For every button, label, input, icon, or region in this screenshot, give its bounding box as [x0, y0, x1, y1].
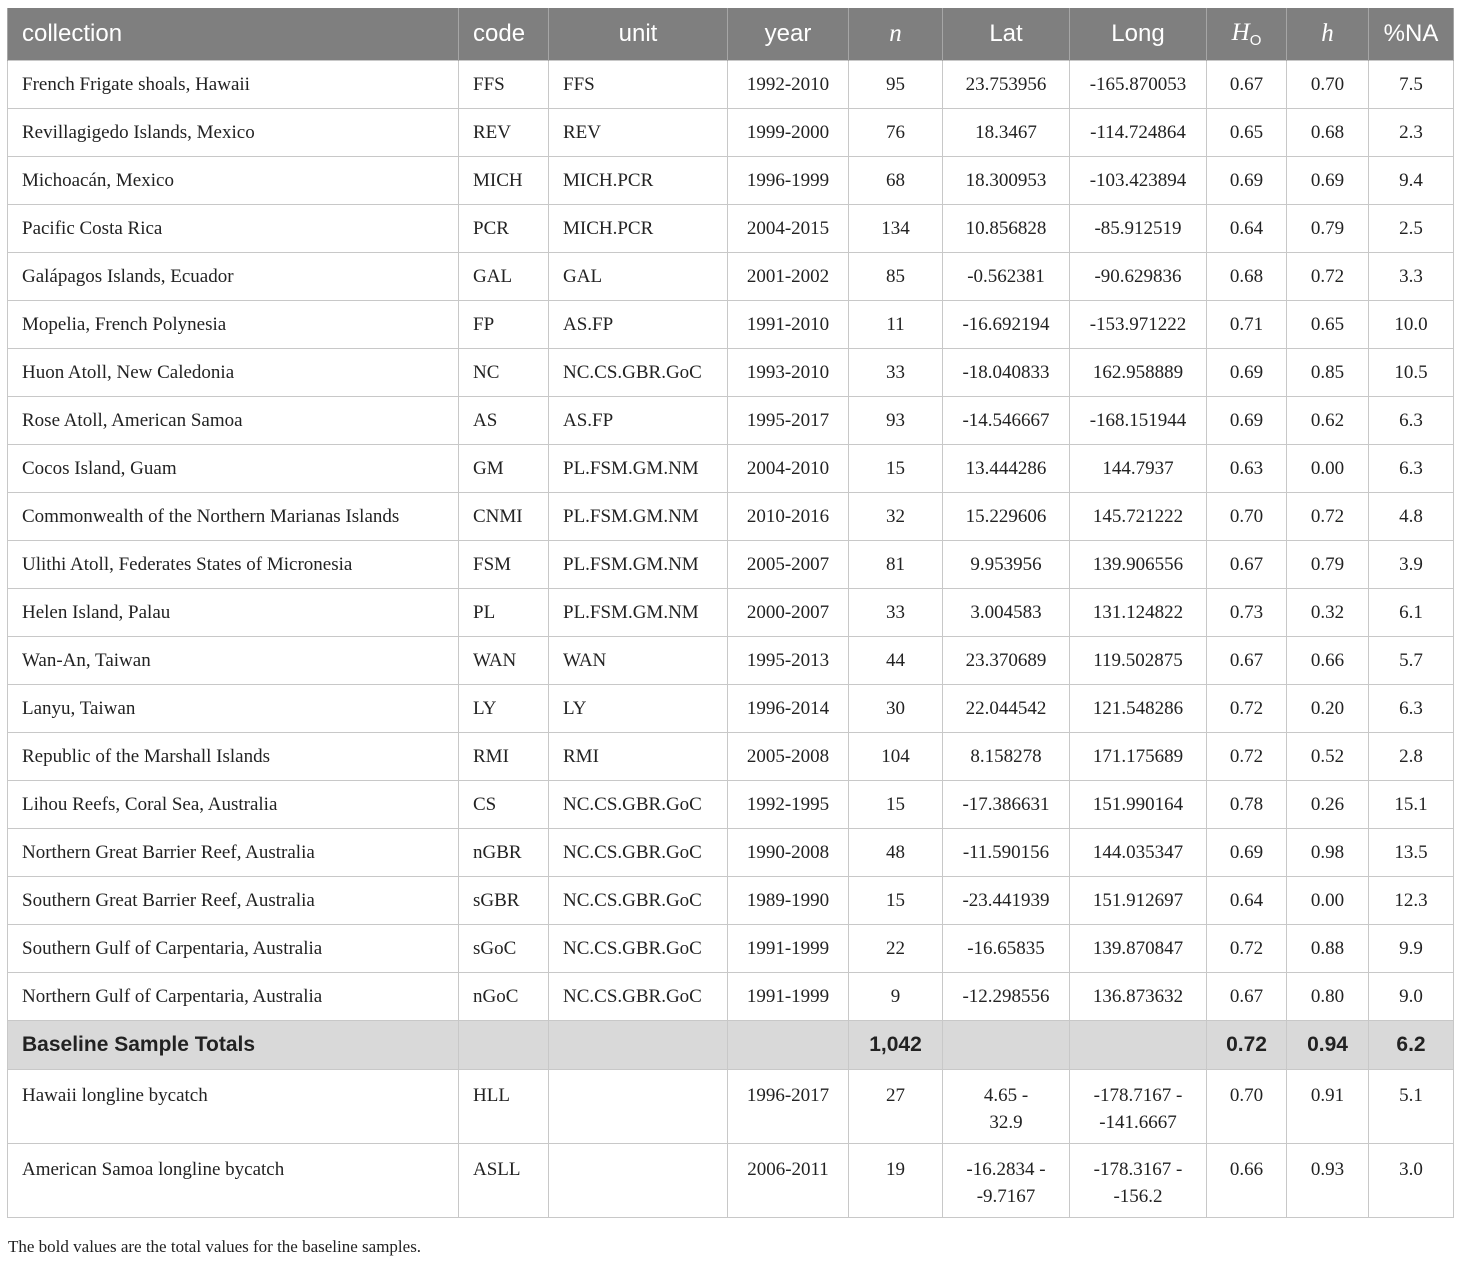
cell-lat: -16.692194: [943, 301, 1070, 349]
cell-na: 7.5: [1369, 61, 1454, 109]
cell-n: 15: [849, 781, 943, 829]
cell-collection: French Frigate shoals, Hawaii: [8, 61, 459, 109]
n-symbol: n: [889, 20, 902, 47]
cell-collection: Northern Great Barrier Reef, Australia: [8, 829, 459, 877]
cell-na: 2.5: [1369, 205, 1454, 253]
table-row: [8, 637, 1454, 685]
cell-unit: MICH.PCR: [549, 157, 728, 205]
cell-long-range: [1070, 1070, 1207, 1144]
cell-lat: 13.444286: [943, 445, 1070, 493]
cell-h: 0.70: [1287, 61, 1369, 109]
cell-n: 27: [849, 1070, 943, 1144]
cell-h: 0.91: [1287, 1070, 1369, 1144]
col-header-long: Long: [1070, 8, 1207, 61]
table-row: [8, 445, 1454, 493]
cell-lat: -12.298556: [943, 973, 1070, 1021]
cell-code: [459, 1021, 549, 1070]
cell-collection: Cocos Island, Guam: [8, 445, 459, 493]
cell-n: 81: [849, 541, 943, 589]
cell-collection: Pacific Costa Rica: [8, 205, 459, 253]
cell-code: NC: [459, 349, 549, 397]
table-row: [8, 349, 1454, 397]
cell-code: RMI: [459, 733, 549, 781]
cell-code: GM: [459, 445, 549, 493]
cell-n: 85: [849, 253, 943, 301]
cell-collection: Galápagos Islands, Ecuador: [8, 253, 459, 301]
cell-lat: -0.562381: [943, 253, 1070, 301]
lat-range-end: -9.7167: [976, 1186, 1036, 1207]
cell-unit: PL.FSM.GM.NM: [549, 445, 728, 493]
cell-year: [728, 1021, 849, 1070]
table-row: [8, 589, 1454, 637]
cell-n: 134: [849, 205, 943, 253]
table-row: [8, 301, 1454, 349]
cell-collection: Lihou Reefs, Coral Sea, Australia: [8, 781, 459, 829]
cell-n: 33: [849, 349, 943, 397]
cell-h: 0.72: [1287, 253, 1369, 301]
cell-code: REV: [459, 109, 549, 157]
cell-year: 2004-2015: [728, 205, 849, 253]
cell-unit: NC.CS.GBR.GoC: [549, 877, 728, 925]
cell-unit: NC.CS.GBR.GoC: [549, 925, 728, 973]
table-row: [8, 253, 1454, 301]
cell-long: -168.151944: [1070, 397, 1207, 445]
cell-ho: 0.67: [1207, 61, 1287, 109]
cell-lat-range: [943, 1144, 1070, 1218]
cell-year: 1989-1990: [728, 877, 849, 925]
cell-unit: [549, 1144, 728, 1218]
cell-year: 2005-2007: [728, 541, 849, 589]
cell-lat-range: [943, 1070, 1070, 1144]
cell-year: 2001-2002: [728, 253, 849, 301]
cell-n: 19: [849, 1144, 943, 1218]
long-range-start: -178.3167 -: [1093, 1159, 1183, 1180]
cell-ho: 0.71: [1207, 301, 1287, 349]
cell-unit: WAN: [549, 637, 728, 685]
cell-ho: 0.72: [1207, 733, 1287, 781]
header-row: [8, 8, 1454, 61]
cell-n: 22: [849, 925, 943, 973]
cell-code: PL: [459, 589, 549, 637]
cell-long: 144.035347: [1070, 829, 1207, 877]
cell-code: FSM: [459, 541, 549, 589]
cell-ho: 0.66: [1207, 1144, 1287, 1218]
cell-n: 93: [849, 397, 943, 445]
cell-h: 0.26: [1287, 781, 1369, 829]
cell-unit: AS.FP: [549, 301, 728, 349]
totals-row: [8, 1021, 1454, 1070]
cell-na: 6.3: [1369, 445, 1454, 493]
cell-collection: Northern Gulf of Carpentaria, Australia: [8, 973, 459, 1021]
cell-unit: PL.FSM.GM.NM: [549, 493, 728, 541]
table-row: [8, 397, 1454, 445]
cell-h: 0.62: [1287, 397, 1369, 445]
cell-lat: -11.590156: [943, 829, 1070, 877]
cell-collection: Wan-An, Taiwan: [8, 637, 459, 685]
cell-unit: PL.FSM.GM.NM: [549, 589, 728, 637]
cell-h: 0.85: [1287, 349, 1369, 397]
col-header-year: year: [728, 8, 849, 61]
cell-code: PCR: [459, 205, 549, 253]
cell-na: 6.3: [1369, 685, 1454, 733]
cell-code: CNMI: [459, 493, 549, 541]
cell-h: 0.52: [1287, 733, 1369, 781]
cell-collection: Huon Atoll, New Caledonia: [8, 349, 459, 397]
cell-na: 15.1: [1369, 781, 1454, 829]
cell-h: 0.98: [1287, 829, 1369, 877]
long-range-end: -156.2: [1113, 1186, 1163, 1207]
cell-collection: Lanyu, Taiwan: [8, 685, 459, 733]
cell-ho: 0.70: [1207, 493, 1287, 541]
cell-h: 0.65: [1287, 301, 1369, 349]
table-container: [7, 8, 1453, 1218]
ho-subscript: O: [1249, 32, 1262, 49]
cell-unit: [549, 1021, 728, 1070]
cell-h: 0.00: [1287, 877, 1369, 925]
totals-label: Baseline Sample Totals: [8, 1021, 459, 1070]
cell-h: 0.79: [1287, 205, 1369, 253]
cell-h: 0.93: [1287, 1144, 1369, 1218]
cell-ho: 0.78: [1207, 781, 1287, 829]
cell-long: -103.423894: [1070, 157, 1207, 205]
cell-unit: NC.CS.GBR.GoC: [549, 349, 728, 397]
cell-na: 10.5: [1369, 349, 1454, 397]
cell-code: sGBR: [459, 877, 549, 925]
cell-na: 3.3: [1369, 253, 1454, 301]
cell-h: 0.20: [1287, 685, 1369, 733]
cell-year: 1996-1999: [728, 157, 849, 205]
lat-range-start: 4.65 -: [983, 1085, 1029, 1106]
cell-na: 2.8: [1369, 733, 1454, 781]
cell-ho: 0.64: [1207, 877, 1287, 925]
cell-long: 171.175689: [1070, 733, 1207, 781]
table-row: [8, 685, 1454, 733]
cell-n: 48: [849, 829, 943, 877]
table-row: [8, 973, 1454, 1021]
cell-na: 3.0: [1369, 1144, 1454, 1218]
table-row: [8, 781, 1454, 829]
long-range: [1094, 1156, 1183, 1210]
cell-na: 9.9: [1369, 925, 1454, 973]
cell-year: 1993-2010: [728, 349, 849, 397]
cell-n: 95: [849, 61, 943, 109]
col-header-n: [849, 8, 943, 61]
table-row: [8, 61, 1454, 109]
cell-n: 76: [849, 109, 943, 157]
col-header-unit: unit: [549, 8, 728, 61]
cell-collection: Helen Island, Palau: [8, 589, 459, 637]
cell-n: 15: [849, 445, 943, 493]
cell-collection: Commonwealth of the Northern Marianas Islands: [8, 493, 459, 541]
ho-symbol: H: [1231, 19, 1250, 46]
cell-unit: NC.CS.GBR.GoC: [549, 781, 728, 829]
cell-lat: -18.040833: [943, 349, 1070, 397]
cell-na: 2.3: [1369, 109, 1454, 157]
table-row: [8, 733, 1454, 781]
cell-ho: 0.72: [1207, 925, 1287, 973]
cell-collection: Revillagigedo Islands, Mexico: [8, 109, 459, 157]
cell-na: 6.1: [1369, 589, 1454, 637]
col-header-lat: Lat: [943, 8, 1070, 61]
cell-collection: American Samoa longline bycatch: [8, 1144, 459, 1218]
cell-year: 1996-2014: [728, 685, 849, 733]
cell-na: 3.9: [1369, 541, 1454, 589]
cell-long: 151.912697: [1070, 877, 1207, 925]
cell-code: sGoC: [459, 925, 549, 973]
cell-ho: 0.63: [1207, 445, 1287, 493]
table-body: [8, 61, 1454, 1218]
cell-ho: 0.69: [1207, 829, 1287, 877]
cell-code: LY: [459, 685, 549, 733]
cell-h: 0.88: [1287, 925, 1369, 973]
cell-long: 139.906556: [1070, 541, 1207, 589]
cell-ho: 0.73: [1207, 589, 1287, 637]
cell-n: 104: [849, 733, 943, 781]
cell-unit: AS.FP: [549, 397, 728, 445]
data-table: [7, 8, 1454, 1218]
cell-unit: RMI: [549, 733, 728, 781]
cell-long: [1070, 1021, 1207, 1070]
cell-code: AS: [459, 397, 549, 445]
bycatch-row: [8, 1070, 1454, 1144]
cell-n: 30: [849, 685, 943, 733]
cell-code: CS: [459, 781, 549, 829]
cell-code: HLL: [459, 1070, 549, 1144]
table-row: [8, 829, 1454, 877]
table-row: [8, 877, 1454, 925]
cell-year: 1992-1995: [728, 781, 849, 829]
cell-long: 139.870847: [1070, 925, 1207, 973]
cell-long: 145.721222: [1070, 493, 1207, 541]
cell-year: 1991-2010: [728, 301, 849, 349]
cell-lat: -14.546667: [943, 397, 1070, 445]
cell-code: nGoC: [459, 973, 549, 1021]
cell-unit: NC.CS.GBR.GoC: [549, 973, 728, 1021]
cell-collection: Ulithi Atoll, Federates States of Micronesia: [8, 541, 459, 589]
cell-lat: 18.300953: [943, 157, 1070, 205]
cell-n: 33: [849, 589, 943, 637]
cell-unit: PL.FSM.GM.NM: [549, 541, 728, 589]
cell-h: 0.79: [1287, 541, 1369, 589]
cell-lat: -23.441939: [943, 877, 1070, 925]
cell-n: 68: [849, 157, 943, 205]
cell-ho: 0.67: [1207, 637, 1287, 685]
cell-na: 12.3: [1369, 877, 1454, 925]
cell-ho: 0.65: [1207, 109, 1287, 157]
cell-na: 13.5: [1369, 829, 1454, 877]
cell-code: MICH: [459, 157, 549, 205]
cell-collection: Hawaii longline bycatch: [8, 1070, 459, 1144]
lat-range: [984, 1082, 1028, 1136]
long-range: [1094, 1082, 1183, 1136]
cell-na: 10.0: [1369, 301, 1454, 349]
totals-h: 0.94: [1287, 1021, 1369, 1070]
cell-h: 0.00: [1287, 445, 1369, 493]
cell-collection: Michoacán, Mexico: [8, 157, 459, 205]
cell-long: 151.990164: [1070, 781, 1207, 829]
cell-long: -90.629836: [1070, 253, 1207, 301]
cell-na: 4.8: [1369, 493, 1454, 541]
cell-year: 2006-2011: [728, 1144, 849, 1218]
table-row: [8, 157, 1454, 205]
col-header-h: [1287, 8, 1369, 61]
table-row: [8, 541, 1454, 589]
cell-unit: [549, 1070, 728, 1144]
cell-ho: 0.69: [1207, 157, 1287, 205]
cell-h: 0.80: [1287, 973, 1369, 1021]
cell-collection: Republic of the Marshall Islands: [8, 733, 459, 781]
cell-lat: -16.65835: [943, 925, 1070, 973]
cell-ho: 0.68: [1207, 253, 1287, 301]
table-row: [8, 493, 1454, 541]
cell-year: 1991-1999: [728, 925, 849, 973]
cell-long: 136.873632: [1070, 973, 1207, 1021]
cell-lat: 22.044542: [943, 685, 1070, 733]
lat-range: [966, 1156, 1045, 1210]
cell-n: 9: [849, 973, 943, 1021]
lat-range-end: 32.9: [989, 1112, 1023, 1133]
col-header-na: %NA: [1369, 8, 1454, 61]
cell-long: 144.7937: [1070, 445, 1207, 493]
cell-unit: NC.CS.GBR.GoC: [549, 829, 728, 877]
cell-ho: 0.70: [1207, 1070, 1287, 1144]
cell-year: 1990-2008: [728, 829, 849, 877]
cell-collection: Rose Atoll, American Samoa: [8, 397, 459, 445]
cell-ho: 0.69: [1207, 397, 1287, 445]
cell-h: 0.32: [1287, 589, 1369, 637]
cell-year: 1992-2010: [728, 61, 849, 109]
cell-na: 6.3: [1369, 397, 1454, 445]
cell-year: 2010-2016: [728, 493, 849, 541]
cell-unit: MICH.PCR: [549, 205, 728, 253]
cell-collection: Mopelia, French Polynesia: [8, 301, 459, 349]
cell-year: 2004-2010: [728, 445, 849, 493]
cell-code: WAN: [459, 637, 549, 685]
cell-na: 5.1: [1369, 1070, 1454, 1144]
cell-lat: 9.953956: [943, 541, 1070, 589]
cell-code: FP: [459, 301, 549, 349]
cell-na: 9.4: [1369, 157, 1454, 205]
cell-h: 0.66: [1287, 637, 1369, 685]
cell-long-range: [1070, 1144, 1207, 1218]
cell-unit: LY: [549, 685, 728, 733]
cell-code: nGBR: [459, 829, 549, 877]
cell-lat: 23.753956: [943, 61, 1070, 109]
col-header-ho: [1207, 8, 1287, 61]
cell-n: 15: [849, 877, 943, 925]
cell-lat: 10.856828: [943, 205, 1070, 253]
cell-year: 1999-2000: [728, 109, 849, 157]
col-header-code: code: [459, 8, 549, 61]
cell-unit: REV: [549, 109, 728, 157]
cell-year: 1991-1999: [728, 973, 849, 1021]
cell-year: 2005-2008: [728, 733, 849, 781]
cell-code: GAL: [459, 253, 549, 301]
cell-n: 32: [849, 493, 943, 541]
cell-collection: Southern Gulf of Carpentaria, Australia: [8, 925, 459, 973]
totals-n: 1,042: [849, 1021, 943, 1070]
cell-long: 121.548286: [1070, 685, 1207, 733]
h-symbol: h: [1321, 20, 1334, 47]
cell-year: 1996-2017: [728, 1070, 849, 1144]
cell-na: 5.7: [1369, 637, 1454, 685]
cell-unit: GAL: [549, 253, 728, 301]
cell-ho: 0.72: [1207, 685, 1287, 733]
cell-lat: [943, 1021, 1070, 1070]
table-row: [8, 109, 1454, 157]
cell-ho: 0.67: [1207, 973, 1287, 1021]
cell-lat: 8.158278: [943, 733, 1070, 781]
cell-ho: 0.69: [1207, 349, 1287, 397]
cell-ho: 0.64: [1207, 205, 1287, 253]
cell-year: 2000-2007: [728, 589, 849, 637]
table-row: [8, 925, 1454, 973]
cell-year: 1995-2013: [728, 637, 849, 685]
long-range-end: -141.6667: [1099, 1112, 1177, 1133]
table-footnote: The bold values are the total values for the baseline samples.: [8, 1237, 422, 1256]
cell-long: -85.912519: [1070, 205, 1207, 253]
cell-lat: 18.3467: [943, 109, 1070, 157]
cell-long: -153.971222: [1070, 301, 1207, 349]
long-range-start: -178.7167 -: [1093, 1085, 1183, 1106]
cell-code: FFS: [459, 61, 549, 109]
cell-h: 0.72: [1287, 493, 1369, 541]
totals-ho: 0.72: [1207, 1021, 1287, 1070]
cell-na: 9.0: [1369, 973, 1454, 1021]
cell-year: 1995-2017: [728, 397, 849, 445]
cell-lat: -17.386631: [943, 781, 1070, 829]
cell-code: ASLL: [459, 1144, 549, 1218]
cell-long: 131.124822: [1070, 589, 1207, 637]
cell-h: 0.68: [1287, 109, 1369, 157]
lat-range-start: -16.2834 -: [966, 1159, 1046, 1180]
cell-long: 162.958889: [1070, 349, 1207, 397]
table-row: [8, 205, 1454, 253]
cell-unit: FFS: [549, 61, 728, 109]
cell-long: 119.502875: [1070, 637, 1207, 685]
cell-lat: 23.370689: [943, 637, 1070, 685]
cell-lat: 15.229606: [943, 493, 1070, 541]
cell-lat: 3.004583: [943, 589, 1070, 637]
totals-na: 6.2: [1369, 1021, 1454, 1070]
cell-collection: Southern Great Barrier Reef, Australia: [8, 877, 459, 925]
cell-ho: 0.67: [1207, 541, 1287, 589]
cell-n: 44: [849, 637, 943, 685]
cell-h: 0.69: [1287, 157, 1369, 205]
cell-n: 11: [849, 301, 943, 349]
cell-long: -114.724864: [1070, 109, 1207, 157]
col-header-collection: collection: [8, 8, 459, 61]
bycatch-row: [8, 1144, 1454, 1218]
cell-long: -165.870053: [1070, 61, 1207, 109]
